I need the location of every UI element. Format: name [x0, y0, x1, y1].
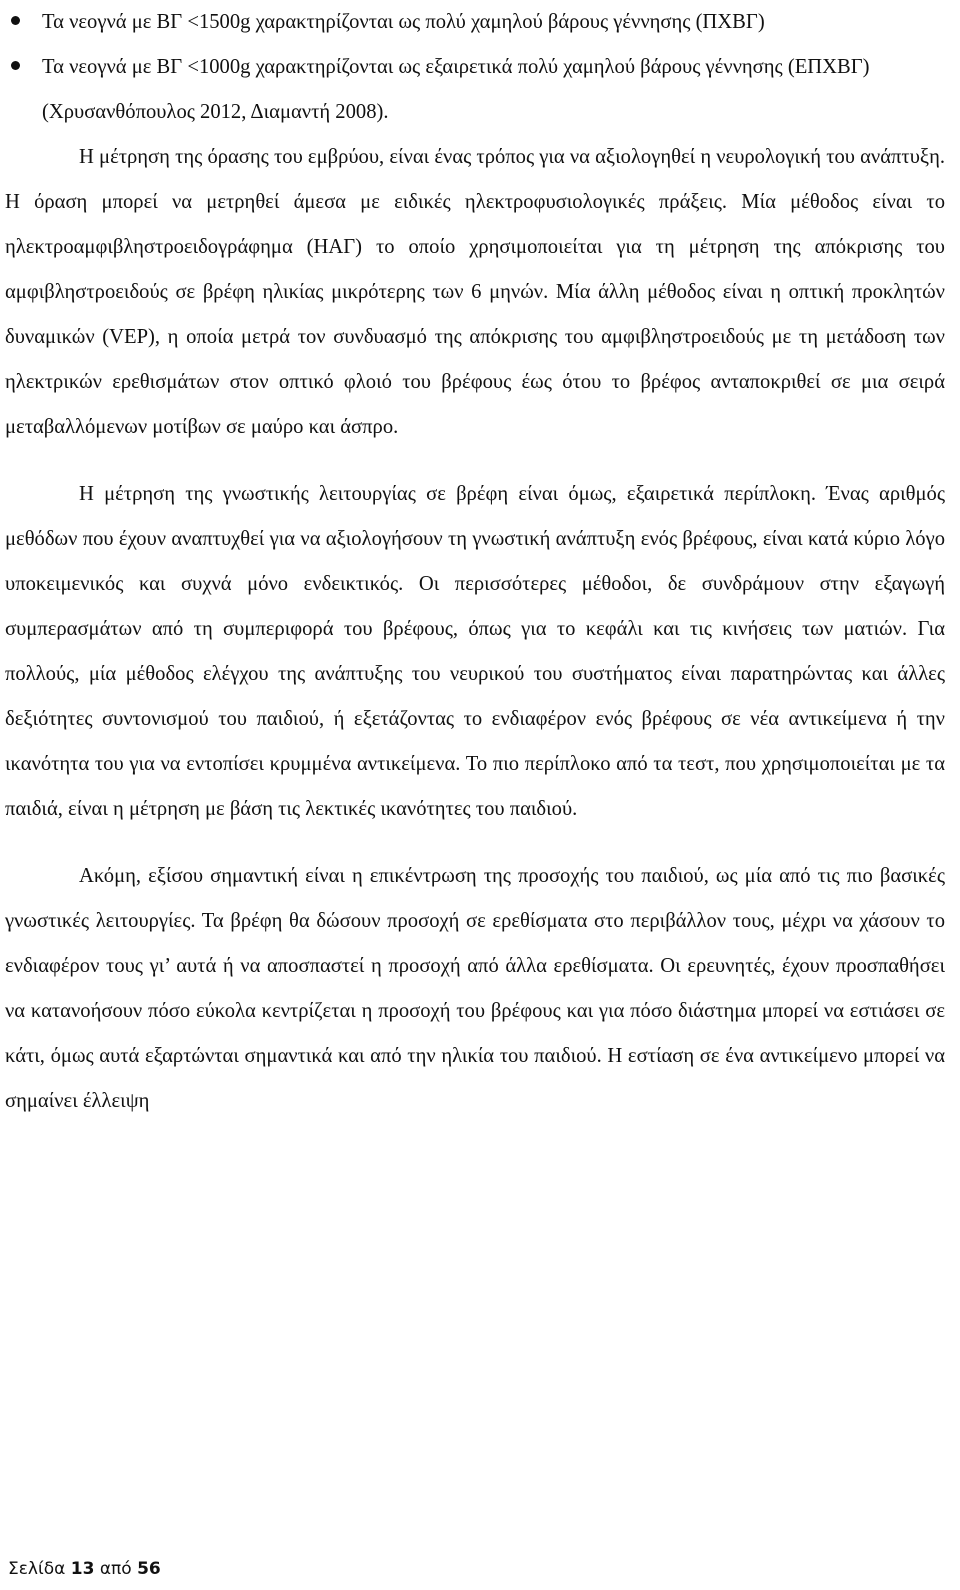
- bullet-list: [5, 0, 945, 135]
- list-item: [5, 0, 945, 45]
- page-footer: [8, 1556, 161, 1582]
- bullet-text: Τα νεογνά με ΒΓ <1500g χαρακτηρίζονται ως πολύ χαμηλού βάρους γέννησης (ΠΧΒΓ): [42, 11, 765, 33]
- list-item: [5, 45, 945, 135]
- paragraph-attention: Ακόμη, εξίσου σημαντική είναι η επικέντρωση της προσοχής του παιδιού, ως μία από τις πιο βασικές γνωστικές λειτουργίες. Τα βρέφη θα δώσουν προσοχή σε ερεθίσματα στο περιβάλλον τους, μέχρι να χάσουν το ενδιαφέρον τους γι’ αυτά ή να αποσπαστεί η προσοχή από άλλα ερεθίσματα. Οι ερευνητές, έχουν προσπαθήσει να κατανοήσουν πόσο εύκολα κεντρίζεται η προσοχή του βρέφους και για πόσο διάστημα μπορεί να εστιάσει σε κάτι, όμως αυτά εξαρτώνται σημαντικά και από την ηλικία του παιδιού. Η εστίαση σε ένα αντικείμενο μπορεί να σημαίνει έλλειψη: [5, 865, 945, 1112]
- bullet-text: Τα νεογνά με ΒΓ <1000g χαρακτηρίζονται ως εξαιρετικά πολύ χαμηλού βάρους γέννησης (ΕΠΧΒΓ) (Χρυσανθόπουλος 2012, Διαμαντή 2008).: [42, 56, 870, 123]
- paragraph-vision: Η μέτρηση της όρασης του εμβρύου, είναι ένας τρόπος για να αξιολογηθεί η νευρολογική του ανάπτυξη. Η όραση μπορεί να μετρηθεί άμεσα με ειδικές ηλεκτροφυσιολογικές πράξεις. Μία μέθοδος είναι το ηλεκτροαμφιβληστροειδογράφημα (ΗΑΓ) το οποίο χρησιμοποιείται για τη μέτρηση της απόκρισης του αμφιβληστροειδούς σε βρέφη ηλικίας μικρότερης των 6 μηνών. Μία άλλη μέθοδος είναι η οπτική προκλητών δυναμικών (VEP), η οποία μετρά τον συνδυασμό της απόκρισης του αμφιβληστροειδούς με τη μετάδοση των ηλεκτρικών ερεθισμάτων στον οπτικό φλοιό του βρέφους έως ότου το βρέφος ανταποκριθεί σε μια σειρά μεταβαλλόμενων μοτίβων σε μαύρο και άσπρο.: [5, 146, 945, 438]
- footer-prefix: Σελίδα: [8, 1559, 71, 1579]
- footer-middle: από: [94, 1559, 138, 1579]
- paragraph-cognition: Η μέτρηση της γνωστικής λειτουργίας σε βρέφη είναι όμως, εξαιρετικά περίπλοκη. Ένας αριθμός μεθόδων που έχουν αναπτυχθεί για να αξιολογήσουν τη γνωστική ανάπτυξη ενός βρέφους, είναι κατά κύριο λόγο υποκειμενικός και συχνά μόνο ενδεικτικός. Οι περισσότερες μέθοδοι, δε συνδράμουν στην εξαγωγή συμπερασμάτων από τη συμπεριφορά του βρέφους, όπως για το κεφάλι και τις κινήσεις των ματιών. Για πολλούς, μία μέθοδος ελέγχου της ανάπτυξης του νευρικού του συστήματος είναι παρατηρώντας και άλλες δεξιότητες συντονισμού του παιδιού, ή εξετάζοντας το ενδιαφέρον ενός βρέφους σε νέα αντικείμενα ή την ικανότητα του για να εντοπίσει κρυμμένα αντικείμενα. Το πιο περίπλοκο από τα τεστ, που χρησιμοποιείται με τα παιδιά, είναι η μέτρηση με βάση τις λεκτικές ικανότητες του παιδιού.: [5, 483, 945, 820]
- current-page-number: 13: [70, 1559, 95, 1579]
- document-page: [5, 0, 945, 1124]
- total-pages-number: 56: [137, 1559, 161, 1579]
- bullet-icon: [11, 16, 20, 25]
- bullet-icon: [11, 61, 20, 70]
